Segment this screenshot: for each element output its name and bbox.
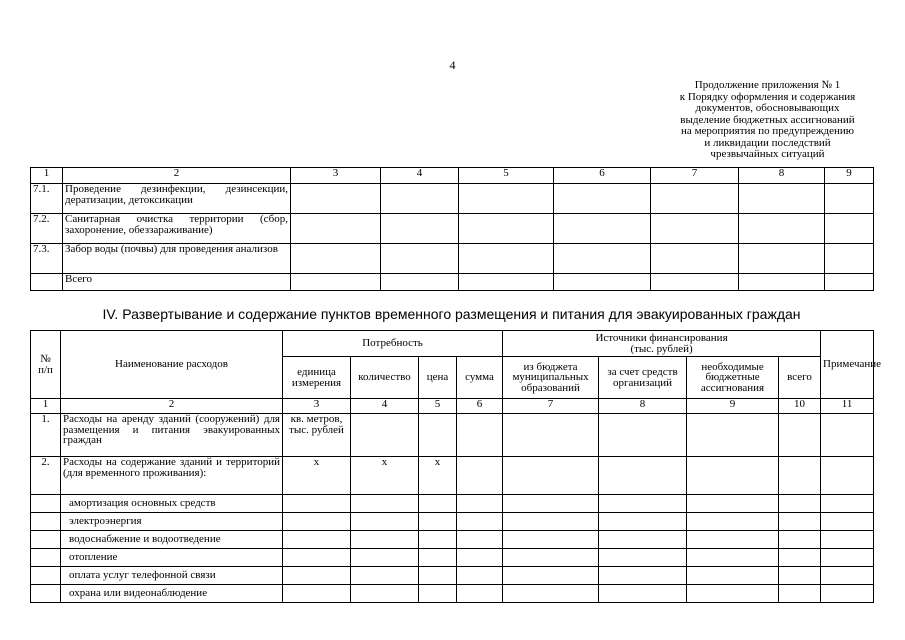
table-row [31,549,874,567]
header-need: Потребность [283,331,503,357]
row-qty [351,414,419,457]
continuation-table [30,167,874,291]
table-row [31,457,874,495]
row-name: Санитарная очистка территории (сбор, захоронение, обеззараживание) [63,214,291,244]
column-number: 5 [419,399,457,414]
column-number: 7 [651,168,739,184]
header-name: Наименование расходов [61,331,283,399]
column-number: 5 [459,168,554,184]
expenses-table [30,330,882,603]
table-row [31,244,874,274]
section-title: IV. Развертывание и содержание пунктов временного размещения и питания для эвакуированных граждан [102,306,801,322]
row-number [31,274,63,291]
row-name: охрана или видеонаблюдение [61,585,283,603]
appendix-line: к Порядку оформления и содержания [679,90,856,103]
header-price: цена [419,357,457,399]
column-number: 2 [63,168,291,184]
table-row [31,513,874,531]
appendix-line: чрезвычайных ситуаций [710,148,825,160]
column-number: 6 [554,168,651,184]
header-qty: количество [351,357,419,399]
column-number: 6 [457,399,503,414]
header-note: Примечание [821,331,874,399]
header-municipal-budget: из бюджета муниципальных образований [503,357,599,399]
appendix-line: выделение бюджетных ассигнований [680,113,855,126]
header-total: всего [779,357,821,399]
row-price: х [419,457,457,495]
row-name: электроэнергия [61,513,283,531]
table-row [31,414,874,457]
row-qty: х [351,457,419,495]
header-num: № п/п [31,331,61,399]
row-name: Расходы на содержание зданий и территорий (для временного проживания): [61,457,283,495]
header-organizations: за счет средств организаций [599,357,687,399]
appendix-line: и ликвидации последствий [704,136,831,149]
column-number: 9 [687,399,779,414]
row-name: отопление [61,549,283,567]
table-row [31,184,874,214]
table-row [31,495,874,513]
column-number: 10 [779,399,821,414]
column-number: 2 [61,399,283,414]
table-row [31,531,874,549]
row-number: 2. [31,457,61,495]
row-name: водоснабжение и водоотведение [61,531,283,549]
row-name: амортизация основных средств [61,495,283,513]
row-name: оплата услуг телефонной связи [61,567,283,585]
header-sources: Источники финансирования (тыс. рублей) [503,331,821,357]
appendix-line: на мероприятия по предупреждению [681,125,854,137]
row-number: 1. [31,414,61,457]
header-row [31,331,874,357]
row-name: Расходы на аренду зданий (сооружений) для размещения и питания эвакуированных граждан [61,414,283,457]
row-number: 7.1. [31,184,63,214]
column-number: 1 [31,168,63,184]
row-number: 7.3. [31,244,63,274]
appendix-note [640,80,895,161]
column-number: 9 [825,168,874,184]
table-row [31,214,874,244]
column-number: 8 [739,168,825,184]
table-row [31,585,874,603]
row-unit: х [283,457,351,495]
column-number: 11 [821,399,874,414]
appendix-line: Продолжение приложения № 1 [694,79,841,91]
row-price [419,414,457,457]
header-sum: сумма [457,357,503,399]
page-number: 4 [449,58,456,72]
column-number: 8 [599,399,687,414]
table-row [31,567,874,585]
row-name: Проведение дезинфекции, дезинсекции, дератизации, детоксикации [63,184,291,214]
column-number: 7 [503,399,599,414]
header-unit: единица измерения [283,357,351,399]
column-number-row [31,168,874,184]
column-number-row [31,399,874,414]
header-budget-allocations: необходимые бюджетные ассигнования [687,357,779,399]
column-number: 4 [381,168,459,184]
row-name: Всего [63,274,291,291]
column-number: 4 [351,399,419,414]
column-number: 3 [283,399,351,414]
appendix-line: документов, обосновывающих [695,102,840,114]
row-name: Забор воды (почвы) для проведения анализов [63,244,291,274]
column-number: 3 [291,168,381,184]
row-number: 7.2. [31,214,63,244]
column-number: 1 [31,399,61,414]
table-row [31,274,874,291]
row-unit: кв. метров, тыс. рублей [283,414,351,457]
